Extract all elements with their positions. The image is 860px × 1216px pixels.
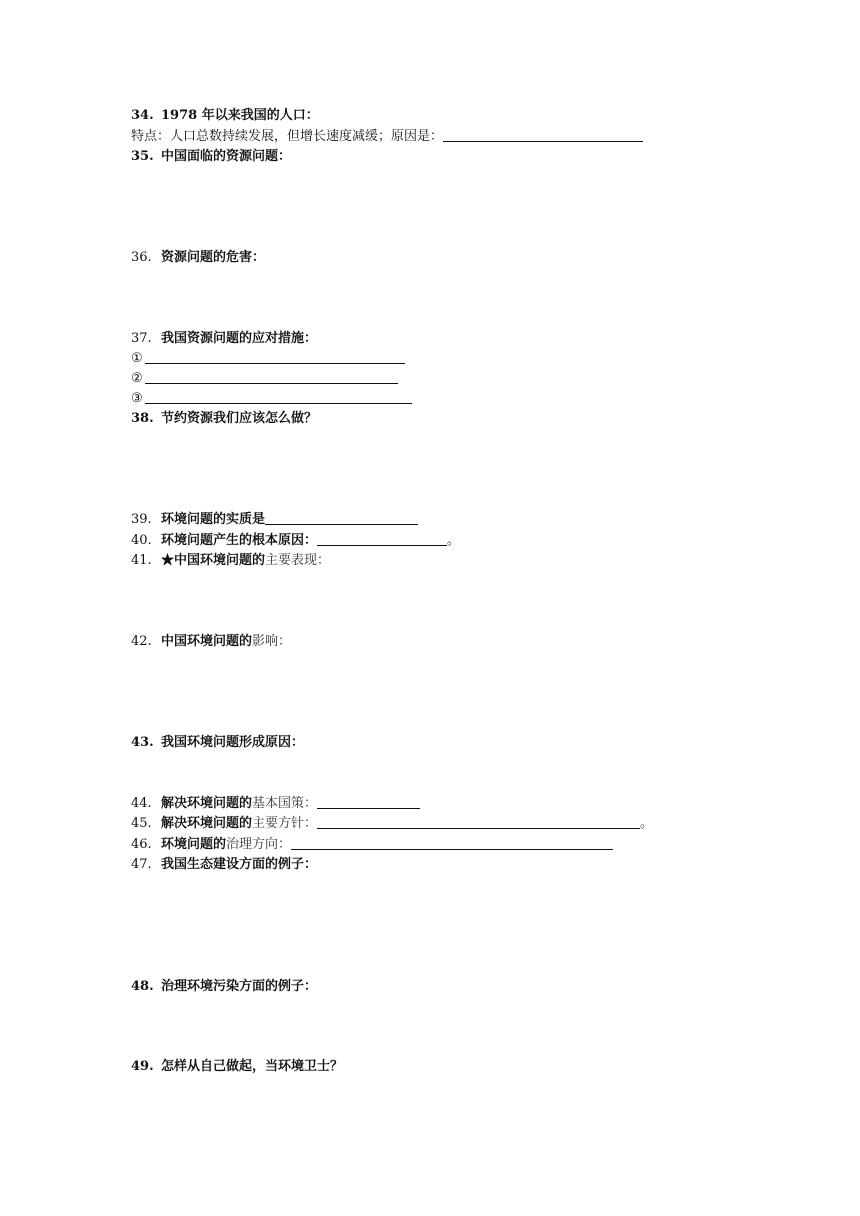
answer-blank[interactable] [145, 389, 412, 404]
question-title: 我国生态建设方面的例子： [161, 857, 318, 872]
answer-blank[interactable] [443, 127, 643, 142]
question-39 [131, 510, 418, 529]
question-number: 36. [131, 250, 152, 265]
question-title-bold: 中国环境问题的 [161, 634, 253, 649]
question-number: 48. [131, 979, 154, 994]
question-title: 怎样从自己做起，当环境卫士？ [161, 1059, 344, 1074]
question-number: 46. [131, 837, 152, 852]
question-title: 节约资源我们应该怎么做？ [161, 411, 318, 426]
question-43 [131, 733, 304, 752]
question-title: 我国资源问题的应对措施： [161, 331, 318, 346]
question-number: 41. [131, 553, 152, 568]
question-title: 中国面临的资源问题： [161, 149, 292, 164]
question-title-rest: 治理方向： [226, 837, 292, 852]
answer-blank[interactable] [291, 835, 613, 850]
question-number: 39. [131, 512, 152, 527]
question-40 [131, 531, 460, 550]
question-title-rest: 主要表现： [265, 553, 331, 568]
question-38 [131, 409, 317, 428]
measure-line-3 [131, 389, 412, 408]
answer-blank[interactable] [265, 510, 418, 525]
question-title: 治理环境污染方面的例子： [161, 979, 318, 994]
question-title: 环境问题产生的根本原因： [161, 533, 318, 548]
question-48 [131, 977, 317, 996]
detail-text: 特点：人口总数持续发展，但增长速度减缓；原因是： [131, 129, 444, 144]
circled-number: ③ [131, 391, 143, 406]
circled-number: ② [131, 371, 143, 386]
question-title: 环境问题的实质是 [161, 512, 266, 527]
question-number: 42. [131, 634, 152, 649]
question-title-rest: 影响： [252, 634, 292, 649]
question-34 [131, 106, 319, 125]
question-number: 45. [131, 816, 152, 831]
question-number: 44. [131, 796, 152, 811]
question-35 [131, 147, 291, 166]
question-title-rest: 基本国策： [252, 796, 318, 811]
period: 。 [640, 816, 654, 831]
question-number: 37. [131, 331, 152, 346]
answer-blank[interactable] [317, 814, 640, 829]
question-number: 38. [131, 411, 154, 426]
question-number: 40. [131, 533, 152, 548]
answer-blank[interactable] [317, 794, 420, 809]
question-title-bold: 解决环境问题的 [161, 816, 253, 831]
measure-line-2 [131, 369, 398, 388]
question-47 [131, 855, 317, 874]
question-title: 我国环境问题形成原因： [161, 735, 305, 750]
question-49 [131, 1057, 343, 1076]
question-title-rest: 主要方针： [252, 816, 318, 831]
question-title: 资源问题的危害： [161, 250, 266, 265]
question-36 [131, 248, 265, 267]
question-42 [131, 632, 291, 651]
measure-line-1 [131, 349, 405, 368]
answer-blank[interactable] [145, 369, 398, 384]
question-number: 43. [131, 735, 154, 750]
period: 。 [447, 533, 461, 548]
question-title-bold: ★中国环境问题的 [161, 553, 266, 568]
answer-blank[interactable] [145, 349, 405, 364]
question-37 [131, 329, 317, 348]
question-46 [131, 835, 613, 854]
question-41 [131, 551, 330, 570]
question-34-detail [131, 127, 643, 146]
question-44 [131, 794, 420, 813]
question-number: 34. [131, 108, 154, 123]
question-number: 49. [131, 1059, 154, 1074]
question-number: 47. [131, 857, 152, 872]
question-45 [131, 814, 653, 833]
answer-blank[interactable] [317, 531, 447, 546]
question-title: 1978 年以来我国的人口： [161, 108, 319, 123]
question-title-bold: 解决环境问题的 [161, 796, 253, 811]
question-number: 35. [131, 149, 154, 164]
question-title-bold: 环境问题的 [161, 837, 227, 852]
circled-number: ① [131, 351, 143, 366]
